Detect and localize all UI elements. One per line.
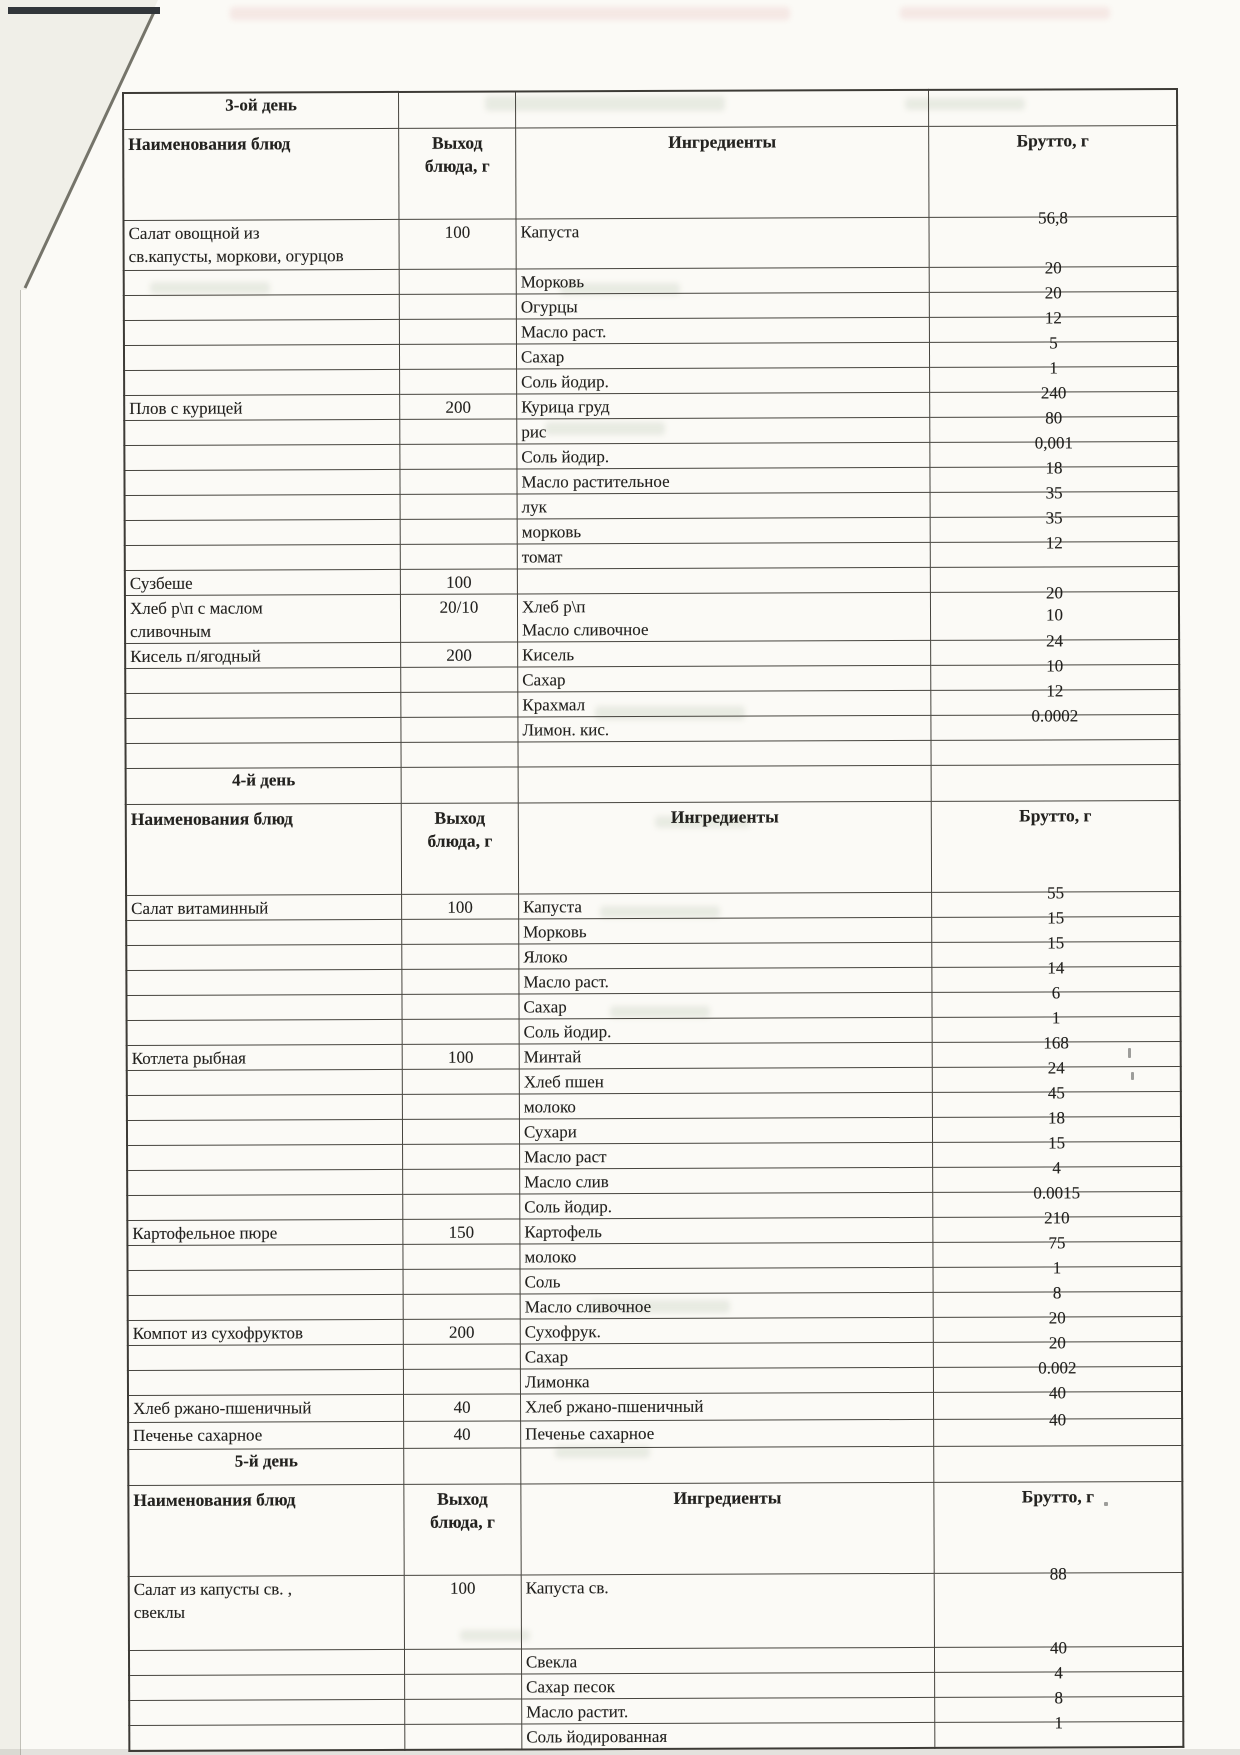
gross-cell: 6 (932, 991, 1181, 1017)
dish-cell: Компот из сухофруктов (128, 1319, 404, 1345)
gross-cell: 80 (930, 416, 1179, 442)
ingredient-cell: Лимон. кис. (518, 715, 931, 742)
dish-cell (129, 1724, 405, 1751)
gross-cell: 1 (932, 1016, 1181, 1042)
dish-cell (124, 469, 400, 495)
ingredient-cell: Свекла (521, 1647, 934, 1674)
day-title: 5-й день (128, 1448, 404, 1485)
day-title: 3-ой день (123, 92, 399, 130)
dish-cell: Салат из капусты св. , свеклы (129, 1575, 405, 1650)
ingredient-cell: молоко (519, 1092, 932, 1119)
ingredient-cell: Капуста св. (521, 1573, 934, 1649)
ingredient-cell: Минтай (519, 1042, 932, 1069)
ingredient-cell: Сахар (520, 1342, 933, 1369)
dish-cell (127, 1194, 403, 1220)
gross-cell: 4 (933, 1166, 1182, 1192)
yield-cell (403, 1194, 520, 1219)
menu-table (122, 88, 1184, 1752)
gross-cell: 55 (932, 891, 1181, 917)
ingredient-cell: Сахар (519, 992, 932, 1019)
gross-cell: 20 (929, 266, 1178, 292)
dish-cell: Сузбеше (125, 569, 401, 595)
dish-cell (127, 1144, 403, 1170)
ingredient-cell: Масло слив (520, 1167, 933, 1194)
dish-cell (126, 919, 402, 945)
dish-cell (125, 667, 401, 693)
ingredient-cell: Сахар песок (522, 1672, 935, 1699)
ingredient-cell: Хлеб р\п Масло сливочное (517, 592, 930, 642)
yield-cell: 20/10 (400, 594, 517, 642)
document-page (122, 88, 1184, 1752)
gross-cell: 240 (930, 391, 1179, 417)
ingredient-cell: морковь (517, 517, 930, 544)
dish-cell: Салат витаминный (126, 894, 402, 920)
gross-cell: 56,8 (929, 216, 1178, 267)
dish-cell (125, 717, 401, 743)
ingredient-cell: молоко (520, 1242, 933, 1269)
day-header-row (123, 89, 1177, 130)
gross-cell: 12 (929, 316, 1178, 342)
gross-cell: 24 (932, 1066, 1181, 1092)
yield-cell (399, 344, 516, 369)
column-header-row (123, 125, 1177, 220)
ingredient-cell: Картофель (520, 1217, 933, 1244)
gross-cell: 18 (932, 1116, 1181, 1142)
dish-cell (127, 1244, 403, 1270)
ingredient-cell: Сухофрук. (520, 1317, 933, 1344)
yield-cell (400, 444, 517, 469)
gross-cell: 1 (930, 366, 1179, 392)
dish-cell: Плов с курицей (124, 394, 400, 420)
yield-cell: 200 (400, 394, 517, 419)
empty-cell (931, 764, 1180, 801)
yield-cell (402, 1019, 519, 1044)
dish-cell (128, 1344, 404, 1370)
ingredient-cell: Масло раст. (519, 967, 932, 994)
yield-cell (405, 1724, 522, 1750)
dish-cell (126, 742, 402, 768)
gross-cell: 12 (931, 689, 1180, 715)
ingredient-cell: Хлеб ржано-пшеничный (521, 1392, 934, 1421)
empty-cell (401, 767, 518, 803)
gross-cell: 24 (931, 639, 1180, 665)
ingredients-column-header: Ингредиенты (516, 126, 929, 219)
table-row (128, 1418, 1182, 1449)
yield-cell (405, 1699, 522, 1724)
ingredient-cell: Капуста (516, 217, 929, 269)
yield-cell: 200 (403, 1319, 520, 1344)
yield-cell (402, 1094, 519, 1119)
empty-cell (521, 1446, 934, 1484)
dish-cell (124, 294, 400, 320)
day-header-row (128, 1445, 1182, 1485)
dish-cell: Печенье сахарное (128, 1421, 404, 1449)
gross-cell: 5 (929, 341, 1178, 367)
gross-cell: 88 (934, 1572, 1183, 1647)
gross-cell: 15 (933, 1141, 1182, 1167)
ingredient-cell: Сухари (519, 1117, 932, 1144)
empty-cell (404, 1448, 521, 1484)
ingredients-column-header: Ингредиенты (518, 801, 931, 894)
yield-cell (400, 419, 517, 444)
yield-cell (401, 742, 518, 767)
gross-cell: 0.0002 (931, 714, 1180, 740)
yield-cell (403, 1169, 520, 1194)
ingredient-cell: Курица груд (517, 392, 930, 419)
gross-cell: 0.0015 (933, 1191, 1182, 1217)
ingredients-column-header: Ингредиенты (521, 1482, 934, 1575)
dish-cell (124, 344, 400, 370)
gross-cell: 75 (933, 1241, 1182, 1267)
gross-cell: 40 (933, 1391, 1182, 1419)
ingredient-cell: Масло растительное (517, 467, 930, 494)
ingredient-cell: томат (517, 542, 930, 569)
ingredient-cell (518, 740, 931, 767)
dish-cell: Салат овощной из св.капусты, моркови, огурцов (123, 219, 399, 270)
dish-cell (129, 1699, 405, 1725)
dish-cell (125, 494, 401, 520)
dish-column-header: Наименования блюд (126, 803, 402, 895)
yield-column-header: Выход блюда, г (401, 803, 518, 894)
ingredient-cell: Лимонка (520, 1367, 933, 1394)
yield-cell (401, 667, 518, 692)
yield-cell (399, 319, 516, 344)
ingredient-cell: Соль йодир. (520, 1192, 933, 1219)
yield-cell: 200 (401, 642, 518, 667)
yield-cell (403, 1369, 520, 1394)
dish-cell (125, 519, 401, 545)
gross-cell: 20 (933, 1316, 1182, 1342)
dish-cell (129, 1649, 405, 1675)
dish-cell (127, 1169, 403, 1195)
yield-cell: 150 (403, 1219, 520, 1244)
ingredient-cell: Соль йодированная (522, 1722, 935, 1749)
yield-cell: 100 (399, 219, 516, 269)
empty-cell (516, 90, 929, 128)
column-header-row (128, 1481, 1182, 1576)
ingredient-cell: Морковь (516, 267, 929, 294)
gross-cell: 40 (934, 1418, 1183, 1446)
yield-column-header: Выход блюда, г (404, 1484, 521, 1575)
ingredient-cell: Ялоко (519, 942, 932, 969)
gross-cell: 12 (930, 541, 1179, 567)
yield-cell: 100 (402, 894, 519, 919)
ingredient-cell: Крахмал (518, 690, 931, 717)
ingredient-cell: Кисель (518, 640, 931, 667)
yield-cell (402, 944, 519, 969)
day-header-row (126, 764, 1180, 804)
dish-cell (126, 944, 402, 970)
gross-cell: 0.002 (933, 1366, 1182, 1392)
ingredient-cell: лук (517, 492, 930, 519)
yield-cell (404, 1649, 521, 1674)
gross-cell: 8 (933, 1291, 1182, 1317)
yield-cell: 100 (402, 1044, 519, 1069)
ingredient-cell: Масло сливочное (520, 1292, 933, 1319)
ingredient-cell: Масло раст (520, 1142, 933, 1169)
ingredient-cell: Сахар (518, 665, 931, 692)
gross-cell: 210 (933, 1216, 1182, 1242)
yield-cell (400, 519, 517, 544)
yield-cell (402, 969, 519, 994)
dish-cell (128, 1294, 404, 1320)
dish-cell: Котлета рыбная (127, 1044, 403, 1070)
gross-cell: 20 10 (930, 591, 1179, 640)
yield-cell (403, 1144, 520, 1169)
dish-cell (125, 544, 401, 570)
dish-cell (124, 419, 400, 445)
gross-cell: 40 (934, 1646, 1183, 1672)
gross-cell: 0,001 (930, 441, 1179, 467)
gross-cell: 15 (932, 916, 1181, 942)
ingredient-cell (517, 567, 930, 594)
yield-cell (399, 294, 516, 319)
yield-cell: 100 (400, 569, 517, 594)
gross-cell: 20 (933, 1341, 1182, 1367)
yield-cell (400, 369, 517, 394)
gross-cell (931, 739, 1180, 765)
day-title: 4-й день (126, 767, 402, 804)
empty-cell (934, 1445, 1183, 1482)
gross-cell: 45 (932, 1091, 1181, 1117)
dish-cell (127, 1094, 403, 1120)
yield-cell (401, 692, 518, 717)
ingredient-cell: Морковь (519, 917, 932, 944)
dish-cell (126, 994, 402, 1020)
yield-cell (401, 717, 518, 742)
empty-cell (928, 89, 1177, 126)
dish-cell (127, 1069, 403, 1095)
gross-column-header: Брутто, г (929, 125, 1178, 217)
ingredient-cell: Масло растит. (522, 1697, 935, 1724)
dish-column-header: Наименования блюд (123, 128, 399, 220)
ingredient-cell: Соль йодир. (517, 367, 930, 394)
gross-cell: 10 (931, 664, 1180, 690)
yield-cell (399, 269, 516, 294)
dish-cell: Хлеб ржано-пшеничный (128, 1394, 404, 1422)
yield-cell (403, 1294, 520, 1319)
ingredient-cell: Огурцы (516, 292, 929, 319)
dish-cell (124, 444, 400, 470)
dish-cell (124, 269, 400, 295)
dish-cell (128, 1369, 404, 1395)
ingredient-cell: Масло раст. (516, 317, 929, 344)
gross-cell: 14 (932, 966, 1181, 992)
dish-cell (127, 1119, 403, 1145)
gross-cell: 35 (930, 491, 1179, 517)
dish-cell (125, 692, 401, 718)
ingredient-cell: Сахар (516, 342, 929, 369)
ingredient-cell: Соль йодир. (519, 1017, 932, 1044)
gross-column-header: Брутто, г (931, 800, 1180, 892)
yield-cell: 40 (404, 1394, 521, 1421)
yield-cell (400, 469, 517, 494)
yield-cell (403, 1344, 520, 1369)
yield-cell (405, 1674, 522, 1699)
dish-cell (126, 969, 402, 995)
dish-cell (128, 1269, 404, 1295)
empty-cell (399, 91, 516, 128)
gross-cell: 15 (932, 941, 1181, 967)
ingredient-cell: рис (517, 417, 930, 444)
empty-cell (518, 765, 931, 803)
ingredient-cell: Хлеб пшен (519, 1067, 932, 1094)
gross-cell: 35 (930, 516, 1179, 542)
dish-cell (129, 1674, 405, 1700)
gross-cell: 4 (935, 1671, 1184, 1697)
dish-cell: Кисель п/ягодный (125, 642, 401, 668)
ingredient-cell: Печенье сахарное (521, 1419, 934, 1448)
dish-cell (127, 1019, 403, 1045)
scan-artifact (900, 7, 1110, 19)
dish-column-header: Наименования блюд (128, 1484, 404, 1576)
yield-cell (402, 1069, 519, 1094)
dish-cell (124, 319, 400, 345)
ingredient-cell: Соль йодир. (517, 442, 930, 469)
yield-cell (402, 1119, 519, 1144)
ingredient-cell: Капуста (519, 892, 932, 919)
column-header-row (126, 800, 1180, 895)
dish-cell: Хлеб р\п с маслом сливочным (125, 594, 401, 643)
dish-cell: Картофельное пюре (127, 1219, 403, 1245)
gross-cell: 18 (930, 466, 1179, 492)
scan-artifact (230, 7, 790, 20)
yield-cell (400, 544, 517, 569)
gross-cell: 8 (935, 1696, 1184, 1722)
yield-cell: 40 (404, 1421, 521, 1448)
gross-cell: 168 (932, 1041, 1181, 1067)
yield-column-header: Выход блюда, г (399, 128, 516, 219)
ingredient-cell: Соль (520, 1267, 933, 1294)
gross-cell: 20 (929, 291, 1178, 317)
dish-cell (124, 369, 400, 395)
gross-cell: 1 (935, 1721, 1184, 1747)
gross-column-header: Брутто, г (934, 1481, 1183, 1573)
yield-cell (403, 1269, 520, 1294)
yield-cell (402, 919, 519, 944)
yield-cell (400, 494, 517, 519)
yield-cell: 100 (404, 1575, 521, 1649)
table-row (129, 1721, 1183, 1751)
gross-cell: 1 (933, 1266, 1182, 1292)
yield-cell (402, 994, 519, 1019)
yield-cell (403, 1244, 520, 1269)
